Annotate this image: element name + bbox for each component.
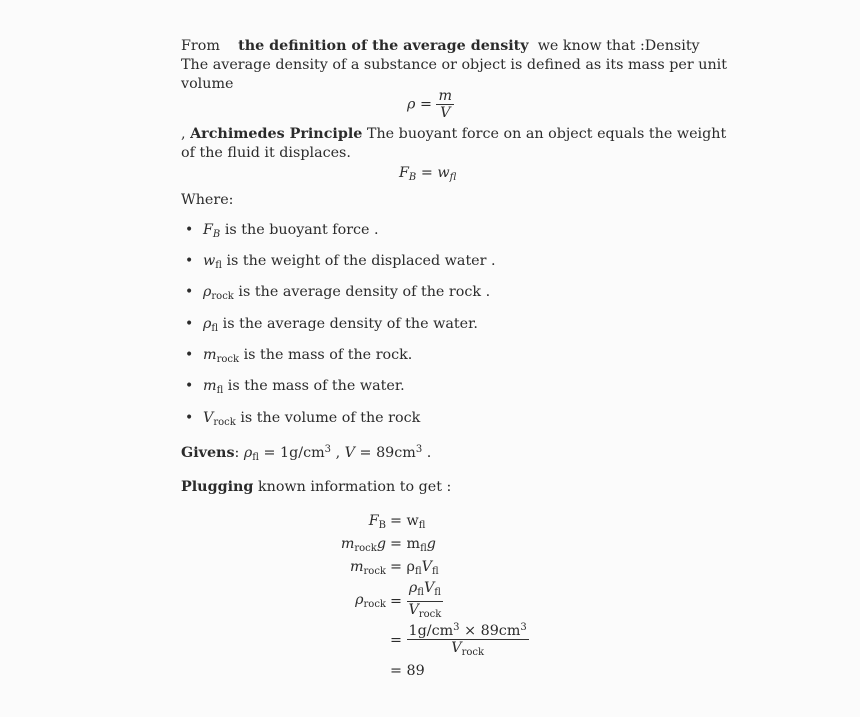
deriv-eq-text: = m	[390, 536, 421, 552]
def-symbol: ρ	[203, 284, 212, 300]
deriv-sub: rock	[363, 566, 386, 577]
density-fraction	[436, 88, 454, 121]
deriv-sym: g	[426, 536, 436, 552]
buoyant-formula	[399, 163, 456, 188]
density-rho: ρ	[407, 96, 416, 113]
intro-line-1	[181, 37, 700, 56]
def-text: is the weight of the displaced water .	[226, 253, 496, 269]
intro-line-2: The average density of a substance or object is defined as its mass per unit	[181, 57, 727, 73]
deriv-sym: ρ	[408, 580, 418, 596]
intro-from: From	[181, 38, 220, 54]
list-item	[203, 408, 420, 428]
givens-V-value: = 89cm	[359, 445, 416, 461]
def-symbol: m	[203, 347, 217, 363]
def-text: is the mass of the rock.	[243, 347, 413, 363]
deriv-row2-rhs	[390, 536, 436, 554]
deriv-sub: fl	[414, 566, 422, 577]
def-symbol: F	[203, 222, 213, 238]
buoyant-w-sub: fl	[449, 172, 457, 183]
def-text: is the average density of the water.	[222, 316, 478, 332]
deriv-row3-rhs	[390, 559, 439, 577]
intro-line-3: volume	[181, 76, 234, 92]
density-num: m	[438, 88, 453, 104]
deriv-sym: V	[421, 559, 432, 575]
plugging-bold: Plugging	[181, 479, 254, 495]
deriv-sym: g	[376, 536, 386, 552]
givens-rho-sub: fl	[252, 452, 259, 463]
deriv-sub: rock	[418, 609, 442, 620]
def-text: is the mass of the water.	[227, 378, 405, 394]
deriv-sym: m	[349, 559, 364, 575]
deriv-text: 1g/cm	[408, 623, 454, 639]
def-sub: rock	[213, 417, 236, 428]
givens-label: Givens	[181, 445, 235, 461]
givens-rho: ρ	[243, 445, 253, 461]
def-text: is the average density of the rock .	[238, 284, 491, 300]
buoyant-eq: =	[420, 165, 433, 181]
givens-end: .	[426, 445, 432, 461]
givens-line	[181, 440, 431, 468]
list-item	[203, 220, 379, 240]
list-item	[203, 314, 478, 334]
deriv-sym: V	[451, 640, 462, 656]
archimedes-comma: ,	[181, 126, 186, 142]
archimedes-line-1	[181, 125, 726, 144]
buoyant-w: w	[437, 165, 450, 181]
deriv-sup: 3	[453, 622, 460, 633]
list-item	[203, 282, 490, 302]
def-text: is the volume of the rock	[240, 410, 421, 426]
plugging-text: known information to get :	[257, 479, 452, 495]
deriv-sub: fl	[418, 520, 426, 531]
def-text: is the buoyant force .	[224, 222, 379, 238]
list-item	[203, 345, 412, 365]
deriv-row5-rhs	[390, 620, 529, 661]
deriv-sym: F	[368, 513, 379, 529]
deriv-sub: fl	[431, 566, 439, 577]
def-sub: B	[212, 229, 221, 240]
deriv-row5-den	[407, 639, 529, 661]
deriv-row4-rhs	[390, 580, 443, 623]
def-symbol: m	[203, 378, 217, 394]
density-formula	[407, 88, 454, 121]
density-eq: =	[419, 96, 432, 113]
deriv-row1-lhs	[369, 513, 386, 531]
where-label: Where:	[181, 192, 234, 208]
deriv-sub: fl	[434, 587, 441, 598]
deriv-row1-rhs	[390, 513, 425, 531]
intro-definition-bold: the definition of the average density	[238, 38, 529, 54]
list-item	[203, 251, 496, 271]
deriv-row6-rhs	[390, 663, 425, 679]
givens-colon: :	[234, 445, 240, 461]
deriv-sub: rock	[363, 599, 386, 610]
deriv-sym: V	[423, 580, 435, 596]
deriv-eq-text: =	[390, 632, 402, 649]
buoyant-F: F	[399, 165, 409, 181]
deriv-row4-lhs	[355, 592, 386, 610]
deriv-row5-fraction	[407, 620, 529, 661]
deriv-sup: 3	[520, 622, 527, 633]
deriv-text: × 89cm	[464, 623, 521, 639]
deriv-row2-lhs	[341, 536, 386, 554]
deriv-eq-text: = ρ	[390, 559, 415, 575]
deriv-sub: rock	[354, 543, 377, 554]
def-sub: rock	[216, 354, 240, 365]
deriv-row3-lhs	[350, 559, 386, 577]
archimedes-bold: Archimedes Principle	[190, 126, 363, 142]
givens-rho-value: = 1g/cm	[263, 445, 325, 461]
deriv-sub: fl	[420, 543, 427, 554]
def-symbol: ρ	[203, 316, 212, 332]
document-page	[181, 0, 727, 717]
givens-V: V	[344, 445, 355, 461]
intro-we-know: we know that :Density	[537, 38, 700, 54]
deriv-row5-num	[407, 620, 529, 639]
def-sub: fl	[211, 323, 219, 334]
deriv-eq-text: =	[390, 593, 402, 610]
deriv-sym: ρ	[355, 592, 364, 608]
deriv-sym: V	[408, 602, 419, 618]
archimedes-text-1: The buoyant force on an object equals the weight	[366, 126, 727, 142]
density-den: V	[436, 104, 454, 121]
def-symbol: V	[203, 410, 214, 426]
def-symbol: w	[203, 253, 216, 269]
deriv-sub: B	[378, 520, 386, 531]
deriv-eq-text: = w	[390, 513, 419, 529]
deriv-result: = 89	[390, 663, 425, 679]
deriv-row4-fraction	[407, 580, 444, 623]
deriv-row4-num	[407, 580, 444, 601]
list-item	[203, 376, 405, 396]
buoyant-F-sub: B	[408, 172, 417, 183]
givens-V-exp: 3	[415, 444, 423, 455]
deriv-sub: rock	[461, 647, 485, 658]
def-sub: rock	[211, 291, 234, 302]
def-sub: fl	[215, 260, 222, 271]
deriv-sym: m	[340, 536, 355, 552]
plugging-line	[181, 478, 451, 497]
archimedes-line-2: of the fluid it displaces.	[181, 145, 351, 161]
givens-sep: ,	[335, 445, 341, 461]
givens-rho-exp: 3	[324, 444, 332, 455]
deriv-sub: fl	[417, 587, 424, 598]
def-sub: fl	[216, 385, 224, 396]
